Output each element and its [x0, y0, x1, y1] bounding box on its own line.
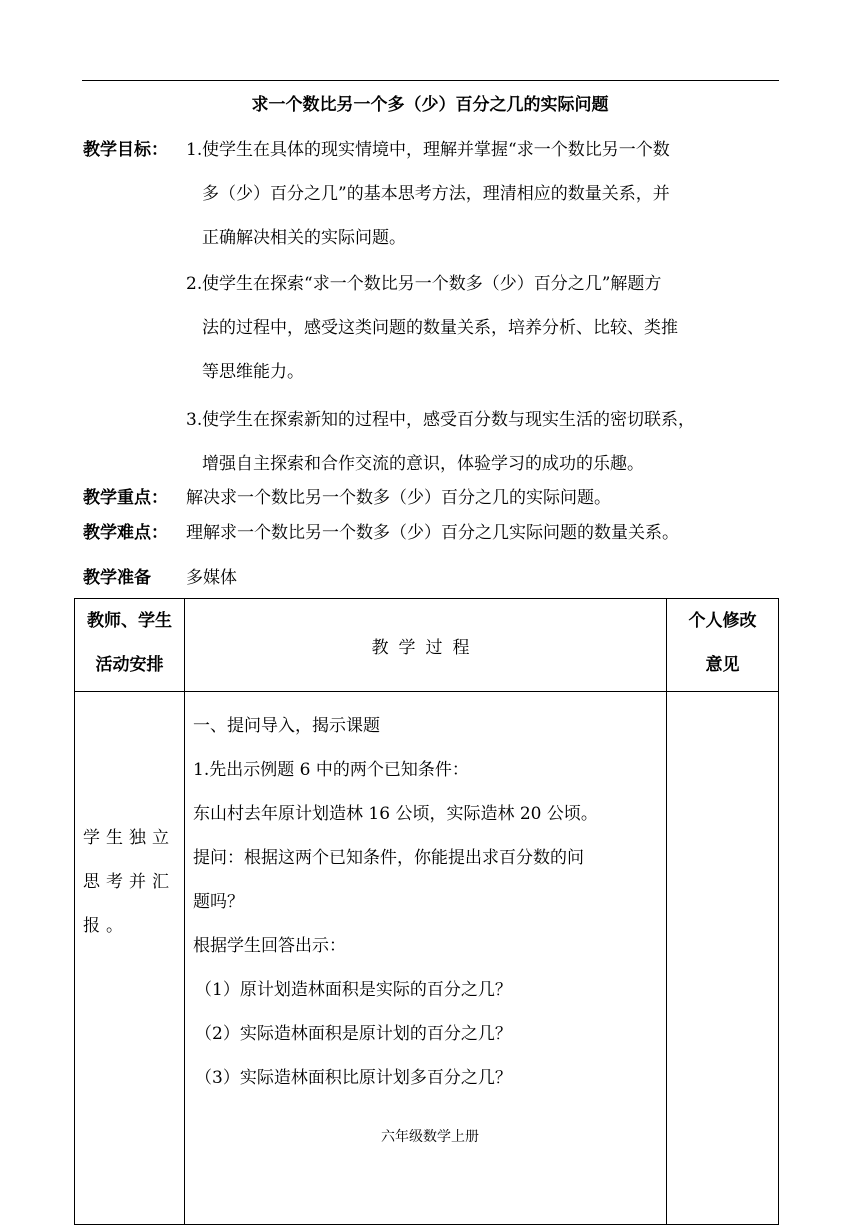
goal-2-line-3: 等思维能力。	[202, 362, 304, 382]
process-line: 根据学生回答出示：	[193, 936, 346, 956]
goal-1	[186, 128, 776, 260]
goal-2-number: 2.	[186, 274, 203, 294]
goal-2-line-1: 使学生在探索“求一个数比另一个数多（少）百分之几”解题方	[202, 274, 662, 294]
process-line: 提问：根据这两个已知条件，你能提出求百分数的问	[193, 848, 584, 868]
goals-label: 教学目标：	[83, 140, 168, 160]
prep-label: 教学准备	[83, 568, 151, 588]
header-activity-line-1: 教师、学生	[87, 611, 172, 631]
goal-1-number: 1.	[186, 140, 203, 160]
process-line: （3）实际造林面积比原计划多百分之几？	[195, 1068, 512, 1088]
activity-note: 学生独立思考并汇报。	[83, 828, 175, 936]
goal-1-line-2: 多（少）百分之几”的基本思考方法，理清相应的数量关系，并	[202, 184, 670, 204]
page-footer: 六年级数学上册	[381, 1129, 479, 1145]
header-process-cell	[185, 599, 667, 692]
process-line: （1）原计划造林面积是实际的百分之几？	[195, 980, 512, 1000]
header-activity-cell	[75, 599, 185, 692]
header-notes-cell	[667, 599, 779, 692]
header-activity-line-2: 活动安排	[95, 655, 164, 675]
goal-1-line-1: 使学生在具体的现实情境中，理解并掌握“求一个数比另一个数	[202, 140, 670, 160]
process-line: 题吗？	[193, 892, 244, 912]
goal-3	[186, 398, 776, 486]
page-title: 求一个数比另一个多（少）百分之几的实际问题	[251, 95, 609, 115]
goal-3-number: 3.	[186, 410, 203, 430]
goal-1-line-3: 正确解决相关的实际问题。	[202, 228, 406, 248]
table-header-row	[75, 599, 779, 692]
header-process-label: 教学过程	[371, 637, 480, 658]
goal-3-line-1: 使学生在探索新知的过程中，感受百分数与现实生活的密切联系，	[202, 410, 695, 430]
goal-2	[186, 262, 776, 394]
difficulty-label: 教学难点：	[83, 523, 168, 543]
process-line: 东山村去年原计划造林 16 公顷，实际造林 20 公顷。	[193, 804, 598, 824]
goal-2-line-2: 法的过程中，感受这类问题的数量关系，培养分析、比较、类推	[202, 318, 678, 338]
goal-3-line-2: 增强自主探索和合作交流的意识，体验学习的成功的乐趣。	[202, 454, 644, 474]
header-notes-line-2: 意见	[705, 655, 740, 675]
prep-text: 多媒体	[186, 568, 237, 588]
process-line: （2）实际造林面积是原计划的百分之几？	[195, 1024, 512, 1044]
key-text: 解决求一个数比另一个数多（少）百分之几的实际问题。	[186, 488, 611, 508]
key-label: 教学重点：	[83, 488, 168, 508]
process-line: 1.先出示例题 6 中的两个已知条件：	[193, 760, 469, 780]
header-notes-line-1: 个人修改	[688, 611, 757, 631]
process-line: 一、提问导入，揭示课题	[193, 716, 380, 736]
header-rule	[82, 80, 779, 81]
difficulty-text: 理解求一个数比另一个数多（少）百分之几实际问题的数量关系。	[186, 523, 679, 543]
